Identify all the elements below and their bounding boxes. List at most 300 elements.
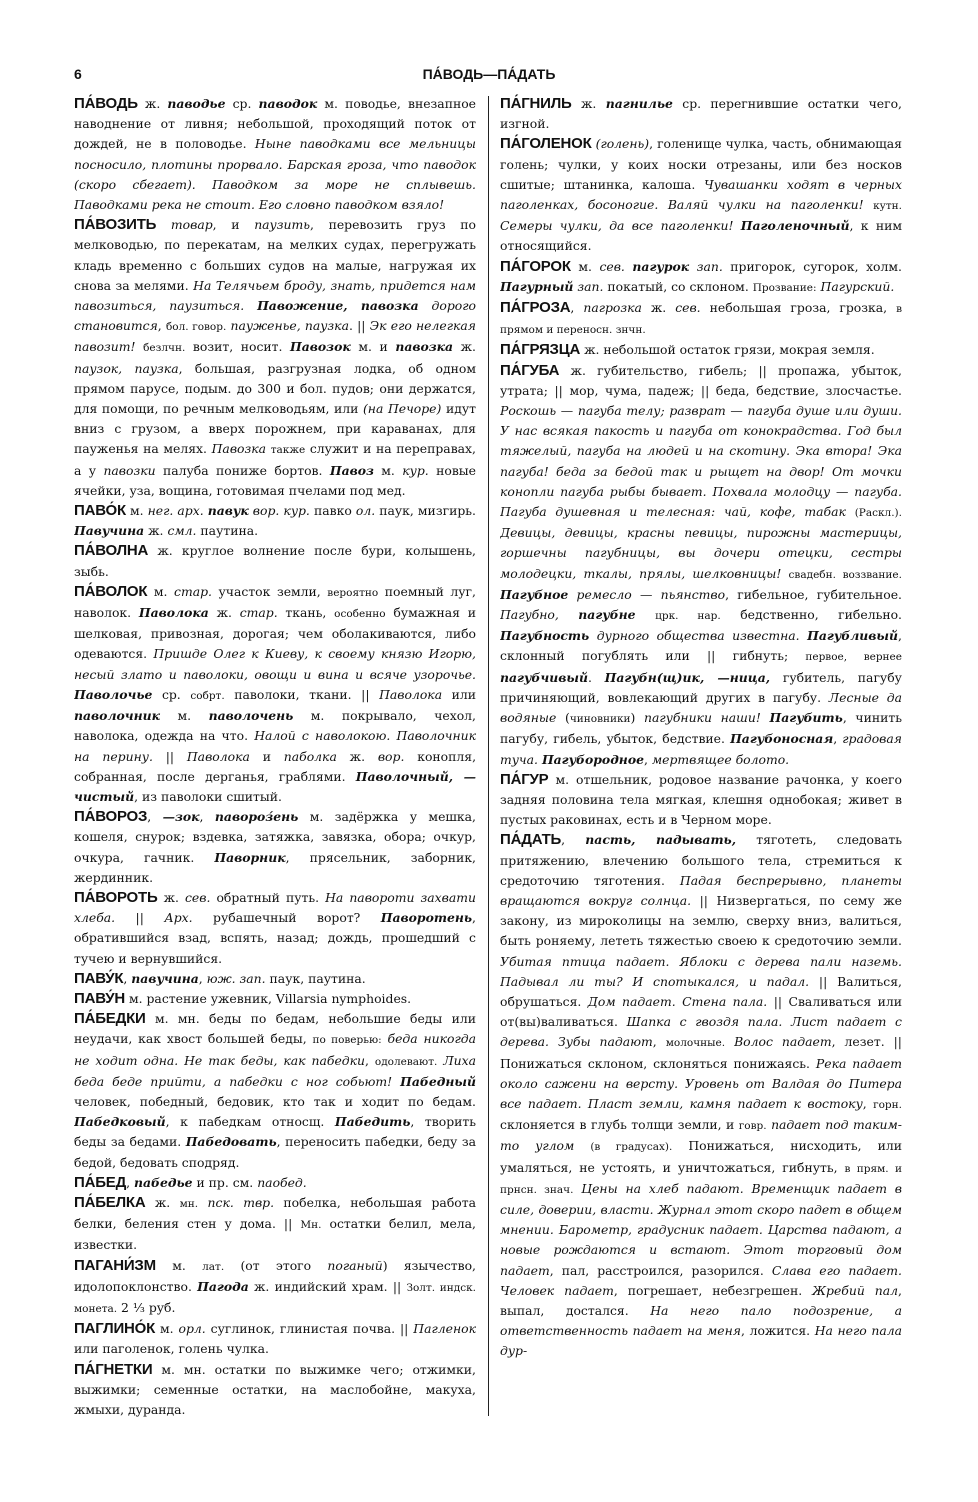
headword: ПАГАНИ́ЗМ: [74, 1256, 156, 1274]
text: м.: [155, 1257, 203, 1273]
right-column: [500, 94, 902, 1428]
text: ж.: [336, 748, 378, 764]
italic-text: Жребий пал: [812, 1282, 899, 1298]
headword: ПА́ВОЗИТЬ: [74, 216, 157, 234]
dictionary-entry: [74, 807, 476, 888]
headword: ПА́ДАТЬ: [500, 831, 562, 849]
headword: ПА́ВОРОЗ: [74, 808, 148, 826]
bold-italic-term: Пагубливый: [807, 628, 899, 644]
text: [589, 628, 597, 643]
italic-text: Павозка: [211, 441, 267, 457]
bold-italic-term: Пабедковый: [74, 1114, 166, 1130]
headword: ПА́ВОРОТЬ: [74, 888, 158, 906]
italic-text: пагубники наши!: [644, 710, 761, 726]
small-note: свадебн. воззвание.: [788, 568, 902, 581]
text: , к ним относящийся.: [500, 218, 902, 254]
italic-text: Ныне паводками все мельницы посносило, плотины прорвало. Барская гроза, что паводок (скоро сбегает). Паводком за море не сплывешь. Паводками река не стоит. Его словно паводком взяло!: [74, 136, 476, 213]
text: , переносить пабедки, беду за бедой, бедовать сподряд.: [74, 1134, 476, 1170]
bold-italic-term: пагубчивый: [500, 669, 588, 685]
bold-italic-term: пагнилье: [605, 96, 673, 111]
text: м. отшельник, родовое название рачонка, у коего задняя половина тела мягкая, клешня однобокая; живет в пустых раковинах, есть и в Черном море.: [500, 771, 902, 828]
text: 2 ⅓ руб.: [117, 1299, 176, 1315]
text: и: [249, 748, 284, 764]
text: павко: [309, 503, 356, 519]
italic-text: стар.: [174, 583, 212, 599]
text: , большая, разгрузная лодка, об одном прямом парусе, подым. до 300 и бол. пудов; они держатся, для помощи, по речным мелководьям, или: [74, 360, 476, 417]
text: небольшая гроза, грозка,: [700, 300, 897, 316]
text: [419, 298, 432, 313]
text: Понижаться, нисходить, или умаляться, не устоять, и уничтожаться, гибнуть,: [500, 1138, 902, 1175]
italic-text: сев.: [184, 889, 211, 905]
headword: ПАВО́К: [74, 502, 126, 520]
text: покатый, со склоном.: [603, 278, 753, 294]
italic-text: Пагубно,: [500, 607, 579, 623]
text: , голенище чулка, часть, обнимающая голень; чулки, у коих носки отрезаны, или без носков сшитые; штанинка, калоша.: [500, 136, 902, 192]
text: тяготеть, следовать притяжению, влечению большого тела, стремиться к средоточию тяготения.: [500, 832, 902, 888]
headword: ПА́ГНИЛЬ: [500, 95, 572, 112]
small-note: чиновники: [569, 713, 631, 726]
text: (от этого: [224, 1257, 328, 1273]
text: , обратившийся взад, вспять, назад; дождь, прошедший с тучею и вернувшийся.: [74, 910, 476, 966]
running-head: ПА́ВОДЬ—ПА́ДАТЬ: [422, 66, 556, 82]
text: [244, 298, 257, 313]
bold-italic-term: Пагубн(щ)ик, —ница,: [604, 669, 771, 685]
italic-text: ремесло — пьянство: [576, 586, 726, 602]
small-note: в прямом и переносн. знчн.: [500, 303, 902, 337]
text: [846, 504, 855, 519]
italic-text: юж. зап.: [206, 970, 266, 986]
dictionary-entry: [74, 501, 476, 541]
text: . ||: [348, 318, 370, 334]
text: , погрешает, небезгрешен.: [613, 1282, 813, 1298]
italic-text: Роскошь — пагуба телу; разврат — пагуба душе или души. У нас всякая пакость и пагуба от конокрадства. Год был тяжелый, пагуба на людей и на скотину. Эка втора! Эка пагуба! беда за бедой так и рыщет на двор! От мочки конопли пагуба рыбы бывает. Похвала молодцу — пагуба. Пагуба душевная и телесная: чай, кофе, табак: [500, 403, 902, 520]
italic-text: Семеры чулки, да все паголенки!: [500, 218, 734, 234]
text: ,: [365, 1052, 375, 1068]
bold-italic-term: Павучина: [74, 523, 145, 539]
bold-italic-term: паводье: [167, 96, 226, 111]
text: , лезет. || Понижаться склоном, склоняться понижаясь.: [500, 1034, 902, 1071]
headword: ПАВУ́К: [74, 969, 124, 987]
headword: ПА́БЕЛКА: [74, 1193, 146, 1211]
small-note: одолевают.: [374, 1055, 438, 1068]
text: обратный путь.: [210, 889, 326, 905]
bold-italic-term: Паволочный, —чистый: [74, 768, 476, 804]
text: ,: [126, 1174, 134, 1190]
bold-italic-term: павук: [207, 503, 249, 519]
bold-italic-term: пасть, падывать,: [585, 832, 737, 848]
text: || Сваливаться или от(вы)валиваться.: [500, 993, 902, 1030]
small-note: кутн.: [873, 200, 902, 213]
text: ср. перегнившие остатки чего, изгной.: [500, 96, 902, 132]
text: [733, 218, 740, 233]
bold-italic-term: Пабедный: [400, 1073, 476, 1089]
left-column: [74, 94, 476, 1428]
dictionary-entry: [74, 541, 476, 581]
italic-text: дурного общества известна.: [596, 628, 800, 644]
italic-text: (голень): [595, 136, 650, 152]
text: ,: [561, 832, 586, 848]
text: м. поводье, внезапное наводнение от ливня; небольшой, проходящий поток от дождей, не в половодье.: [74, 96, 476, 152]
italic-text: На Телячьем броду, знать, придется нам павозиться, паузиться.: [74, 277, 476, 314]
text: и пр. см.: [192, 1174, 258, 1190]
dictionary-entry: [500, 340, 902, 360]
dictionary-entry: [74, 989, 476, 1009]
small-note: бол. говор.: [165, 321, 227, 334]
italic-text: На павороти захвати хлеба.: [74, 889, 476, 926]
bold-italic-term: Паволока: [138, 605, 209, 621]
text: , и: [212, 217, 255, 233]
text: [156, 217, 171, 232]
bold-italic-term: Паворник: [214, 849, 286, 865]
text: м.: [125, 503, 148, 519]
bold-italic-term: Павозок: [290, 339, 351, 355]
dictionary-entry: [500, 770, 902, 831]
text: , ложится.: [741, 1323, 815, 1339]
text: ,: [862, 1095, 874, 1111]
small-note: в прям. и прнсн. знач.: [500, 1162, 902, 1196]
text: (: [556, 710, 570, 726]
italic-text: смл.: [167, 523, 197, 539]
small-note: лат.: [202, 1260, 225, 1273]
italic-text: мертвящее болото.: [651, 751, 790, 767]
text: м. мн. беды по бедам, небольшие беды или неудачи, как хвост большей беды,: [74, 1011, 476, 1047]
bold-italic-term: Пагубоносная: [730, 731, 834, 747]
page-number: 6: [74, 66, 82, 82]
italic-text: стар.: [239, 605, 278, 621]
text: ,: [652, 1034, 666, 1050]
dictionary-entry: [500, 361, 902, 770]
small-note: Золт. индск. монета.: [74, 1281, 476, 1315]
small-note: особенно: [334, 608, 386, 621]
italic-text: На него пала дур-: [500, 1323, 902, 1359]
italic-text: павозки: [103, 462, 156, 478]
text: паук, паутина.: [265, 970, 366, 986]
italic-text: ол.: [355, 503, 376, 519]
small-note: также: [270, 444, 306, 457]
bold-italic-term: паволочник: [74, 708, 161, 724]
bold-italic-term: Паворотень: [380, 910, 473, 926]
text: бумажная и шелковая, привозная, дорогая; чем оболакиваются, либо одеваются.: [74, 605, 476, 662]
bold-italic-term: Пагубить: [769, 710, 843, 726]
headword: ПА́БЕДКИ: [74, 1010, 146, 1028]
bold-italic-term: Пагубное: [500, 586, 569, 602]
italic-text: беда никогда не ходит одна. Не так беды, как пабедки: [74, 1031, 476, 1068]
text: ): [630, 710, 645, 726]
bold-italic-term: пабедье: [133, 1174, 193, 1190]
text: [800, 628, 808, 643]
bold-italic-term: паволочень: [208, 708, 294, 724]
page-header: [74, 66, 904, 88]
headword: ПА́ВОЛОК: [74, 582, 148, 600]
italic-text: поганый: [327, 1257, 383, 1273]
text: , к пабедкам относщ.: [165, 1114, 335, 1130]
text: паволоки, ткани. ||: [224, 686, 380, 702]
italic-text: паобед.: [257, 1174, 307, 1190]
text: побелка, небольшая работа белки, беления стен у дома. ||: [74, 1194, 476, 1232]
text: .: [588, 669, 605, 685]
italic-text: Арх.: [164, 910, 193, 926]
text: [636, 607, 656, 622]
text: ж.: [571, 96, 606, 111]
text: м.: [373, 462, 403, 478]
small-note: вероятно: [327, 586, 379, 599]
text: служит и на переправах, а у: [74, 441, 476, 478]
text: ж.: [137, 96, 168, 111]
text: ж. индийский храм. ||: [248, 1278, 407, 1294]
text: м.: [160, 708, 209, 724]
bold-italic-term: Пагода: [197, 1278, 249, 1294]
small-note: (в градусах).: [590, 1141, 673, 1154]
italic-text: кур.: [402, 462, 429, 478]
dictionary-entry: [500, 298, 902, 340]
headword: ПА́ГНЕТКИ: [74, 1360, 153, 1378]
text: ||: [115, 910, 165, 926]
italic-text: Чувашанки ходят в черных паголенках, босоногие. Валяй чулки на паголенки!: [500, 176, 902, 213]
dictionary-entry: [74, 888, 476, 969]
italic-text: пагрозка: [583, 300, 642, 316]
bold-italic-term: пагубне: [578, 607, 636, 623]
text: [864, 197, 874, 212]
text: [781, 566, 788, 581]
dictionary-entry: [500, 257, 902, 298]
text: м.: [570, 258, 600, 274]
italic-text: Паволока: [186, 748, 250, 764]
dictionary-entry: [74, 94, 476, 215]
italic-text: вор.: [377, 748, 405, 764]
text: ) язычество, идолопоклонство.: [74, 1257, 476, 1294]
text: [568, 587, 576, 602]
text: остатки белил, мела, известки.: [74, 1216, 476, 1253]
text: ткань,: [277, 605, 335, 621]
text: ,: [147, 809, 163, 825]
text: губитель, пагубу причиняющий, вовлекающий других в пагубу.: [500, 669, 902, 705]
text: , гибельное, губительное.: [725, 586, 902, 602]
italic-text: Пагленок: [413, 1321, 476, 1337]
bold-italic-term: Паголеночный: [740, 218, 850, 234]
text: паутина.: [196, 523, 259, 539]
headword: ПА́ВОЛНА: [74, 542, 149, 560]
italic-text: Пришде Олег к Киеву, к своему князю Игорю, несый злато и паволоки, овощи и вина и всяче узорочье.: [74, 646, 476, 682]
text: || Валиться, обрушаться.: [500, 973, 902, 1009]
text: м. растение ужевник, Villarsia nymphoides.: [125, 990, 412, 1006]
text: пригорок, сугорок, холм.: [722, 258, 902, 274]
text: , творить беды за бедами.: [74, 1114, 476, 1150]
text: || Низвергаться, по сему же закону, из мироколицы на землю, сверху вниз, валиться, быть роняему, лететь тяжестью своею к средоточию земли.: [500, 892, 902, 949]
text: ж. губительство, гибель; || пропажа, убыток, утрата; || мор, чума, падеж; || беда, бедствие, злосчастье.: [500, 362, 902, 398]
text: , перевозить груз по мелководью, по перекатам, на мелких судах, перегружать кладь временно с больших судов на малые, нагружая их снова за мелями.: [74, 217, 476, 293]
small-note: молочные.: [665, 1037, 726, 1050]
italic-text: Шапка с гвоздя пала. Лист падает с дерева. Зубы падают: [500, 1014, 902, 1050]
dictionary-entry: [500, 94, 902, 134]
small-note: Мн.: [300, 1219, 322, 1232]
italic-text: зап.: [577, 278, 604, 294]
text: ж. круглое волнение после бури, колышень, зыбь.: [74, 543, 476, 579]
text: [136, 339, 144, 354]
text: ж.: [157, 889, 185, 905]
text: возит, носит.: [185, 339, 291, 355]
text: ж.: [453, 339, 476, 355]
italic-text: орл.: [178, 1321, 206, 1337]
bold-italic-term: Пабедить: [334, 1114, 411, 1130]
headword: ПА́ГРОЗА: [500, 299, 571, 317]
small-note: по поверью:: [312, 1034, 382, 1047]
text: ,: [198, 970, 207, 986]
headword: ПА́ВОДЬ: [74, 95, 138, 112]
italic-text: Пагурский.: [820, 278, 895, 294]
text: м.: [147, 583, 175, 599]
column-divider: [488, 96, 489, 1416]
text: [392, 1074, 400, 1089]
text: [198, 1195, 207, 1210]
small-note: (Раскл.).: [854, 507, 902, 520]
text: бедственно, гибельно.: [720, 607, 902, 623]
text: ,: [833, 731, 843, 747]
italic-text: пауженье, паузка: [230, 318, 349, 334]
small-note: говр.: [738, 1120, 767, 1133]
italic-text: Дом падает. Стена пала.: [587, 993, 768, 1009]
italic-text: зап.: [696, 258, 723, 274]
text: участок земли,: [211, 583, 328, 599]
text: ж. небольшой остаток грязи, мокрая земля.: [580, 342, 875, 358]
bold-italic-term: Павоз: [329, 462, 374, 478]
text: ,: [570, 300, 584, 316]
text: ,: [123, 970, 132, 986]
headword: ПА́БЕД: [74, 1173, 127, 1191]
italic-text: сев.: [675, 300, 701, 316]
text: ,: [199, 809, 215, 825]
text: , из паволоки сшитый.: [134, 788, 282, 804]
italic-text: паузить: [254, 217, 310, 233]
bold-italic-term: павозка: [395, 339, 454, 355]
dictionary-entry: [74, 1256, 476, 1320]
text: ср.: [152, 686, 191, 702]
bold-italic-term: Пагубородное: [541, 751, 644, 767]
text: , склонный погублять или || гибнуть;: [500, 628, 902, 664]
italic-text: Паволока: [379, 686, 443, 702]
italic-text: Лиха беда беде прийти, а пабедки с ног собьют!: [74, 1052, 476, 1089]
text: [574, 1138, 590, 1153]
text: ж.: [641, 300, 676, 316]
italic-text: паузок, паузка: [74, 360, 179, 376]
italic-text: На него пало подозрение, а ответственность падает на меня: [500, 1302, 902, 1339]
text: , чинить пагубу, гибель, убыток, бедствие.: [500, 710, 902, 747]
small-note: Прозвание:: [752, 281, 817, 294]
text: м. мн. остатки по выжимке чего; отжимки, выжимки; семенные остатки, на маслобойне, макуха, жмыхи, дуранда.: [74, 1361, 476, 1417]
italic-text: дорого становится: [74, 298, 476, 334]
dictionary-entry: [500, 830, 902, 1361]
headword: ПА́ГОРОК: [500, 257, 571, 275]
text: ж.: [208, 605, 240, 621]
italic-text: Река падает около сажени на версту. Уровень от Валдая до Питера все падает. Пласт земли, камня падает к востоку: [500, 1055, 902, 1111]
italic-text: Убитая птица падает. Яблоки с дерева пали наземь. Падывал ли ты? И спотыкался, и падал.: [500, 953, 902, 989]
bold-italic-term: паводок: [258, 96, 318, 111]
bold-italic-term: Паволочье: [74, 686, 153, 702]
text: паук, мизгирь.: [375, 503, 476, 519]
italic-text: падает под таким-то углом: [500, 1117, 902, 1154]
text: ||: [152, 748, 187, 764]
bold-italic-term: Пагубность: [500, 628, 590, 644]
italic-text: пск. твр.: [207, 1194, 275, 1210]
small-note: безлчн.: [143, 342, 186, 355]
dictionary-entry: [500, 134, 902, 256]
text: новые ячейки, уза, вощина, готовимая пчелами под мед.: [74, 462, 476, 498]
text: рубашечный ворот?: [192, 910, 381, 926]
dictionary-entry: [74, 1173, 476, 1193]
bold-italic-term: павороз́ень: [214, 809, 299, 825]
italic-text: (на Печоре): [362, 401, 442, 417]
italic-text: сев.: [599, 258, 625, 274]
text: или: [442, 686, 476, 702]
headword: ПАВУ́Н: [74, 989, 126, 1007]
dictionary-entry: [74, 1319, 476, 1359]
text: суглинок, глинистая почва. ||: [205, 1321, 414, 1337]
text: ж.: [144, 523, 168, 539]
headword: ПА́ГРЯЗЦА: [500, 341, 581, 359]
headword: ПА́ГУР: [500, 770, 549, 788]
bold-italic-term: Пабедовать: [185, 1134, 277, 1150]
text: ,: [644, 751, 652, 767]
text: человек, победный, бедовик, кто так и ходит по бедам.: [74, 1093, 476, 1109]
italic-text: Лесные да водяные: [500, 689, 902, 726]
bold-italic-term: Пагурный: [500, 278, 574, 294]
text: склоняется в глубь толщи земли, и: [500, 1117, 739, 1133]
text: поемный луг, наволок.: [74, 583, 476, 621]
bold-italic-term: павучина: [131, 970, 199, 986]
bold-italic-term: Павожение, павозка: [257, 298, 419, 314]
small-note: мн.: [179, 1197, 199, 1210]
text: палуба пониже бортов.: [155, 462, 330, 478]
headword: ПА́ГОЛЕНОК: [500, 135, 592, 153]
text: или паголенок, голень чулка.: [74, 1341, 269, 1357]
dictionary-entry: [74, 969, 476, 989]
text: , прясельник, заборник, жердинник.: [74, 849, 476, 885]
text: , выпал, достался.: [500, 1282, 902, 1318]
italic-text: Эк его нелегкая павозит!: [74, 318, 476, 355]
dictionary-entry: [74, 1009, 476, 1173]
small-note: горн.: [873, 1098, 902, 1111]
text: ,: [157, 318, 166, 334]
text: [689, 259, 697, 274]
text: м. покрывало, чехол, наволока, одежда на что.: [74, 708, 476, 744]
text: ж.: [145, 1194, 180, 1210]
headword: ПА́ГУБА: [500, 361, 560, 379]
italic-text: нег. арх.: [147, 503, 204, 519]
italic-text: градовая туча.: [500, 731, 902, 767]
italic-text: Падая беспрерывно, планеты вращаются вокруг солнца.: [500, 872, 902, 908]
italic-text: паболка: [283, 748, 337, 764]
bold-italic-term: —зок: [162, 809, 200, 825]
italic-text: Слава его падает. Человек падает: [500, 1262, 902, 1298]
italic-text: товар: [170, 217, 213, 233]
dictionary-entry: [74, 1360, 476, 1421]
italic-text: вор. кур.: [252, 503, 310, 519]
headword: ПАГЛИНО́К: [74, 1320, 156, 1338]
text: [725, 1034, 734, 1049]
text: м. и: [350, 339, 396, 355]
dictionary-entry: [74, 215, 476, 501]
text: м. задёржка у мешка, кошеля, снурок; вздевка, затяжка, завязка, обора; очкур, очкура, гачник.: [74, 809, 476, 865]
text: конопля, собранная, после дерганья, граблями.: [74, 748, 476, 784]
text: ср.: [225, 96, 259, 111]
italic-text: Налой с наволокою. Паволочник на перину.: [74, 728, 476, 764]
bold-italic-term: пагурок: [632, 258, 690, 274]
dictionary-entry: [74, 582, 476, 807]
italic-text: Девицы, девицы, красны певицы, пирожны мастерицы, горшечны пагубницы, вы дочери отецки, сестры молодецки, ткалы, прялы, шелковницы!: [500, 525, 902, 581]
text: м.: [155, 1321, 179, 1337]
dictionary-entry: [74, 1193, 476, 1256]
small-note: первое, вернее: [805, 651, 902, 664]
italic-text: Цены на хлеб падают. Временщик падает в силе, доверии, власти. Журнал этот скоро падет в общем мнении. Барометр, градусник падает. Царства падают, а новые рождаются и встают. Этот торговый дом падает: [500, 1180, 902, 1278]
